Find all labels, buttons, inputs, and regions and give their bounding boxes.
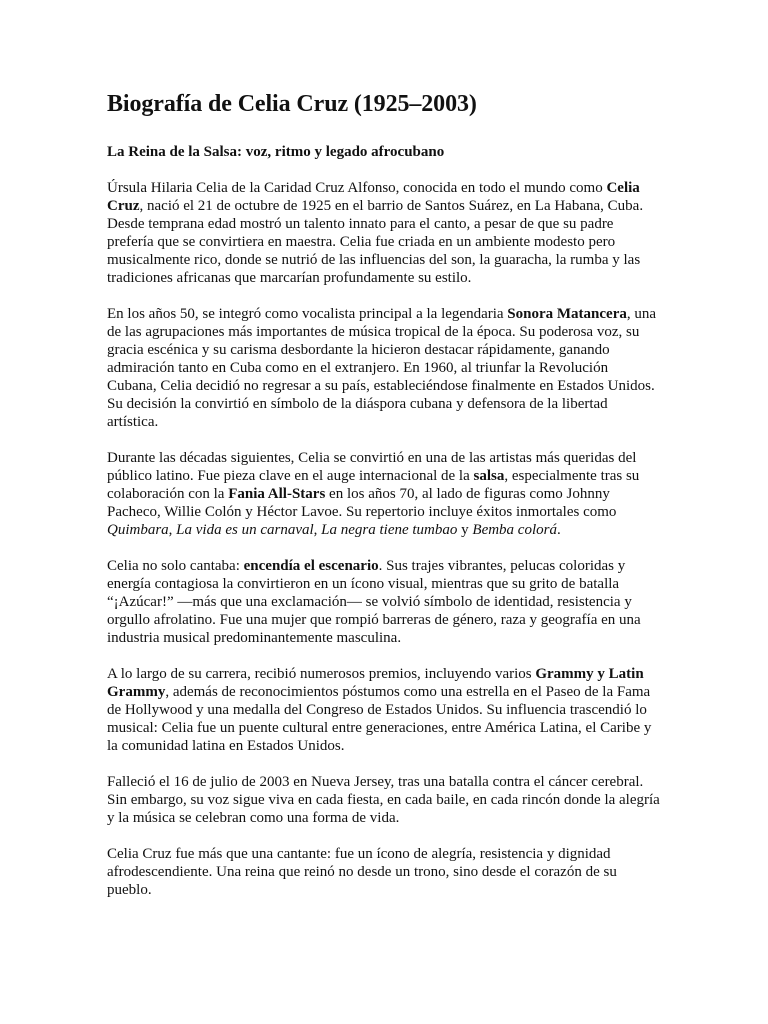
paragraph-text: , especialmente tras su colaboración con la: [107, 467, 640, 502]
paragraph-text: Celia no solo cantaba:: [107, 557, 244, 574]
paragraph-text: en los años 70, al lado de figuras como Johnny Pacheco, Willie Colón y Héctor Lavoe. Su repertorio incluye éxitos inmortales como: [107, 485, 617, 520]
bold-grammy: Grammy y Latin Grammy: [107, 665, 644, 700]
paragraph-text: . Sus trajes vibrantes, pelucas coloridas y energía contagiosa la convirtieron en un ícono visual, mientras que su grito de batalla “¡Azúcar!” —más que una exclamación— se volvió símbolo de identidad, resistencia y orgullo afrolatino. Fue una mujer que rompió barreras de género, raza y geografía en una industria musical predominantemente masculina.: [107, 557, 641, 646]
bold-fania-all-stars: Fania All-Stars: [228, 485, 326, 502]
bold-name: Celia Cruz: [107, 179, 640, 214]
song-title: Bemba colorá: [472, 521, 557, 538]
paragraph-text: , una de las agrupaciones más importantes de música tropical de la época. Su poderosa voz, su gracia escénica y su carisma desbordante la hicieron destacar rápidamente, ganando admiración tanto en Cuba como en el extranjero. En 1960, al triunfar la Revolución Cubana, Celia decidió no regresar a su país, estableciéndose finalmente en Estados Unidos. Su decisión la convirtió en símbolo de la diáspora cubana y defensora de la libertad artística.: [107, 305, 657, 430]
song-title: La vida es un carnaval: [176, 521, 314, 538]
paragraph-text: A lo largo de su carrera, recibió numerosos premios, incluyendo varios: [107, 665, 536, 682]
song-title: La negra tiene tumbao: [321, 521, 458, 538]
paragraph-text: ,: [168, 521, 177, 538]
document-subtitle: La Reina de la Salsa: voz, ritmo y legado afrocubano: [107, 143, 445, 160]
bold-sonora-matancera: Sonora Matancera: [507, 305, 627, 322]
paragraph-text: Durante las décadas siguientes, Celia se convirtió en una de las artistas más queridas del público latino. Fue pieza clave en el auge internacional de la: [107, 449, 637, 484]
song-title: Quimbara: [107, 521, 169, 538]
paragraph-text: , nació el 21 de octubre de 1925 en el barrio de Santos Suárez, en La Habana, Cuba. Desde temprana edad mostró un talento innato para el canto, a pesar de que su padre prefería que se convirtiera en maestra. Celia fue criada en un ambiente modesto pero musicalmente rico, donde se nutrió de las influencias del son, la guaracha, la rumba y las tradiciones africanas que marcarían profundamente su estilo.: [107, 197, 644, 286]
paragraph-text: , además de reconocimientos póstumos como una estrella en el Paseo de la Fama de Hollywood y una medalla del Congreso de Estados Unidos. Su influencia trascendió lo musical: Celia fue un puente cultural entre generaciones, entre América Latina, el Caribe y la comunidad latina en Estados Unidos.: [107, 683, 652, 754]
paragraph-text: ,: [313, 521, 322, 538]
paragraph-text: Falleció el 16 de julio de 2003 en Nueva Jersey, tras una batalla contra el cáncer cerebral. Sin embargo, su voz sigue viva en cada fiesta, en cada baile, en cada rincón donde la alegría y la música se celebran como una forma de vida.: [107, 773, 660, 826]
paragraph-salsa-career: [107, 449, 660, 539]
paragraph-stage-presence: [107, 557, 660, 647]
bold-encendia: encendía el escenario: [243, 557, 379, 574]
bold-salsa: salsa: [473, 467, 505, 484]
paragraph-conclusion: [107, 845, 660, 899]
paragraph-text: Úrsula Hilaria Celia de la Caridad Cruz Alfonso, conocida en todo el mundo como: [107, 179, 607, 196]
paragraph-death: [107, 773, 660, 827]
paragraph-text: En los años 50, se integró como vocalista principal a la legendaria: [107, 305, 508, 322]
paragraph-text: Celia Cruz fue más que una cantante: fue un ícono de alegría, resistencia y dignidad afrodescendiente. Una reina que reinó no desde un trono, sino desde el corazón de su pueblo.: [107, 845, 617, 898]
paragraph-text: y: [457, 521, 473, 538]
paragraph-early-life: [107, 179, 660, 287]
paragraph-awards: [107, 665, 660, 755]
paragraph-text: .: [556, 521, 561, 538]
document-title: Biografía de Celia Cruz (1925–2003): [107, 91, 477, 117]
paragraph-sonora-matancera: [107, 305, 660, 431]
